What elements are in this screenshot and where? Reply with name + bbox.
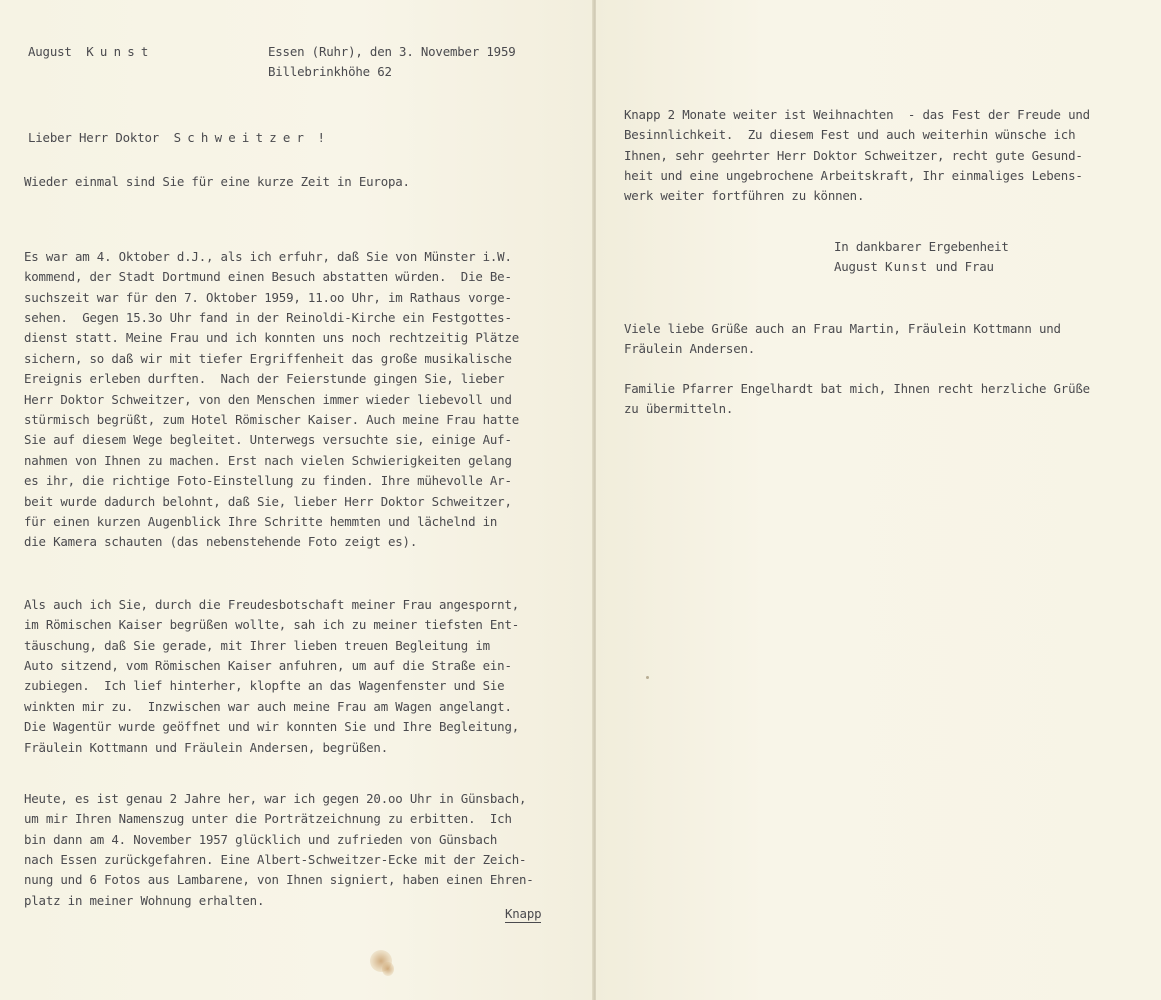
letter-page-right xyxy=(596,0,1161,1000)
paragraph-line: sichern, so daß wir mit tiefer Ergriffenheit das große musikalische xyxy=(24,350,512,366)
street-address: Billebrinkhöhe 62 xyxy=(268,64,392,80)
paragraph-line: zubiegen. Ich lief hinterher, klopfte an das Wagenfenster und Sie xyxy=(24,678,505,694)
paragraph-line: bin dann am 4. November 1957 glücklich und zufrieden von Günsbach xyxy=(24,831,498,847)
place-date: Essen (Ruhr), den 3. November 1959 xyxy=(268,44,516,59)
salutation-start: Lieber Herr Doktor xyxy=(28,130,160,145)
paragraph-line: beit wurde dadurch belohnt, daß Sie, lieber Herr Doktor Schweitzer, xyxy=(24,493,512,509)
sender-first-name: August xyxy=(28,44,72,59)
paragraph-line: für einen kurzen Augenblick Ihre Schritte hemmten und lächelnd in xyxy=(24,513,498,529)
paragraph-line: nach Essen zurückgefahren. Eine Albert-Schweitzer-Ecke mit der Zeich- xyxy=(24,851,527,867)
paragraph-line: kommend, der Stadt Dortmund einen Besuch abstatten würden. Die Be- xyxy=(24,269,512,285)
sender-name xyxy=(28,42,155,62)
paragraph-line: die Kamera schauten (das nebenstehende Foto zeigt es). xyxy=(24,534,418,550)
paragraph-line: sehen. Gegen 15.3o Uhr fand in der Reinoldi-Kirche ein Festgottes- xyxy=(24,309,512,325)
signature-line xyxy=(834,257,1009,277)
letter-header-right xyxy=(268,42,516,83)
paragraph-line: winkten mir zu. Inzwischen war auch meine Frau am Wagen angelangt. xyxy=(24,698,512,714)
paragraph-1 xyxy=(24,206,519,593)
paragraph-line: stürmisch begrüßt, zum Hotel Römischer Kaiser. Auch meine Frau hatte xyxy=(24,411,520,427)
paper-speck xyxy=(646,676,649,679)
paragraph-line: Als auch ich Sie, durch die Freudesbotschaft meiner Frau angespornt, xyxy=(24,596,520,612)
paragraph-line: Viele liebe Grüße auch an Frau Martin, Fräulein Kottmann und xyxy=(624,320,1061,336)
closing-line: In dankbarer Ergebenheit xyxy=(834,238,1009,254)
paragraph-line: es ihr, die richtige Foto-Einstellung zu finden. Ihre mühevolle Ar- xyxy=(24,473,512,489)
intro-line: Wieder einmal sind Sie für eine kurze Zeit in Europa. xyxy=(24,174,410,189)
paragraph-line: Ihnen, sehr geehrter Herr Doktor Schweitzer, recht gute Gesund- xyxy=(624,147,1083,163)
paragraph-line: Familie Pfarrer Engelhardt bat mich, Ihnen recht herzliche Grüße xyxy=(624,380,1090,396)
salutation-name: Schweitzer xyxy=(173,130,311,145)
paragraph-line: Heute, es ist genau 2 Jahre her, war ich gegen 20.oo Uhr in Günsbach, xyxy=(24,790,527,806)
paragraph-line: Besinnlichkeit. Zu diesem Fest und auch weiterhin wünsche ich xyxy=(624,127,1076,143)
paragraph-line: Herr Doktor Schweitzer, von den Menschen immer wieder liebevoll und xyxy=(24,391,512,407)
paragraph-line: Sie auf diesem Wege begleitet. Unterwegs versuchte sie, einige Auf- xyxy=(24,432,512,448)
paper-stain xyxy=(382,962,394,976)
paragraph-line: täuschung, daß Sie gerade, mit Ihrer lieben treuen Begleitung im xyxy=(24,637,490,653)
sender-last-name: Kunst xyxy=(86,44,155,59)
paragraph-line: Fräulein Kottmann und Fräulein Andersen, begrüßen. xyxy=(24,739,388,755)
postscript-engelhardt xyxy=(624,338,1090,460)
paragraph-3 xyxy=(24,748,534,952)
paragraph-line: Ereignis erleben durften. Nach der Feierstunde gingen Sie, lieber xyxy=(24,371,505,387)
paragraph-line: platz in meiner Wohnung erhalten. xyxy=(24,892,265,908)
signature-first-name: August xyxy=(834,259,878,275)
paragraph-line: Die Wagentür wurde geöffnet und wir konnten Sie und Ihre Begleitung, xyxy=(24,719,520,735)
salutation-end: ! xyxy=(317,130,325,145)
paragraph-line: werk weiter fortführen zu können. xyxy=(624,188,865,204)
paragraph-line: Knapp 2 Monate weiter ist Weihnachten - das Fest der Freude und xyxy=(624,106,1090,122)
catchword xyxy=(505,904,541,924)
paragraph-line: nahmen von Ihnen zu machen. Erst nach vielen Schwierigkeiten gelang xyxy=(24,452,512,468)
paragraph-line: im Römischen Kaiser begrüßen wollte, sah ich zu meiner tiefsten Ent- xyxy=(24,617,520,633)
paragraph-line: zu übermitteln. xyxy=(624,401,734,417)
paragraph-line: suchszeit war für den 7. Oktober 1959, 11.oo Uhr, im Rathaus vorge- xyxy=(24,289,512,305)
paragraph-line: um mir Ihren Namenszug unter die Porträtzeichnung zu erbitten. Ich xyxy=(24,811,512,827)
catchword-text: Knapp xyxy=(505,906,542,921)
paragraph-line: Auto sitzend, vom Römischen Kaiser anfuhren, um auf die Straße ein- xyxy=(24,657,512,673)
paragraph-line: Es war am 4. Oktober d.J., als ich erfuhr, daß Sie von Münster i.W. xyxy=(24,248,512,264)
signature-last-name: Kunst xyxy=(884,259,929,275)
paragraph-line: nung und 6 Fotos aus Lambarene, von Ihnen signiert, haben einen Ehren- xyxy=(24,872,534,888)
salutation xyxy=(28,128,325,148)
paragraph-line: heit und eine ungebrochene Arbeitskraft, Ihr einmaliges Lebens- xyxy=(624,167,1083,183)
paragraph-line: Fräulein Andersen. xyxy=(624,341,756,357)
signature-end: und Frau xyxy=(935,259,994,275)
paragraph-line: dienst statt. Meine Frau und ich konnten uns noch rechtzeitig Plätze xyxy=(24,330,520,346)
